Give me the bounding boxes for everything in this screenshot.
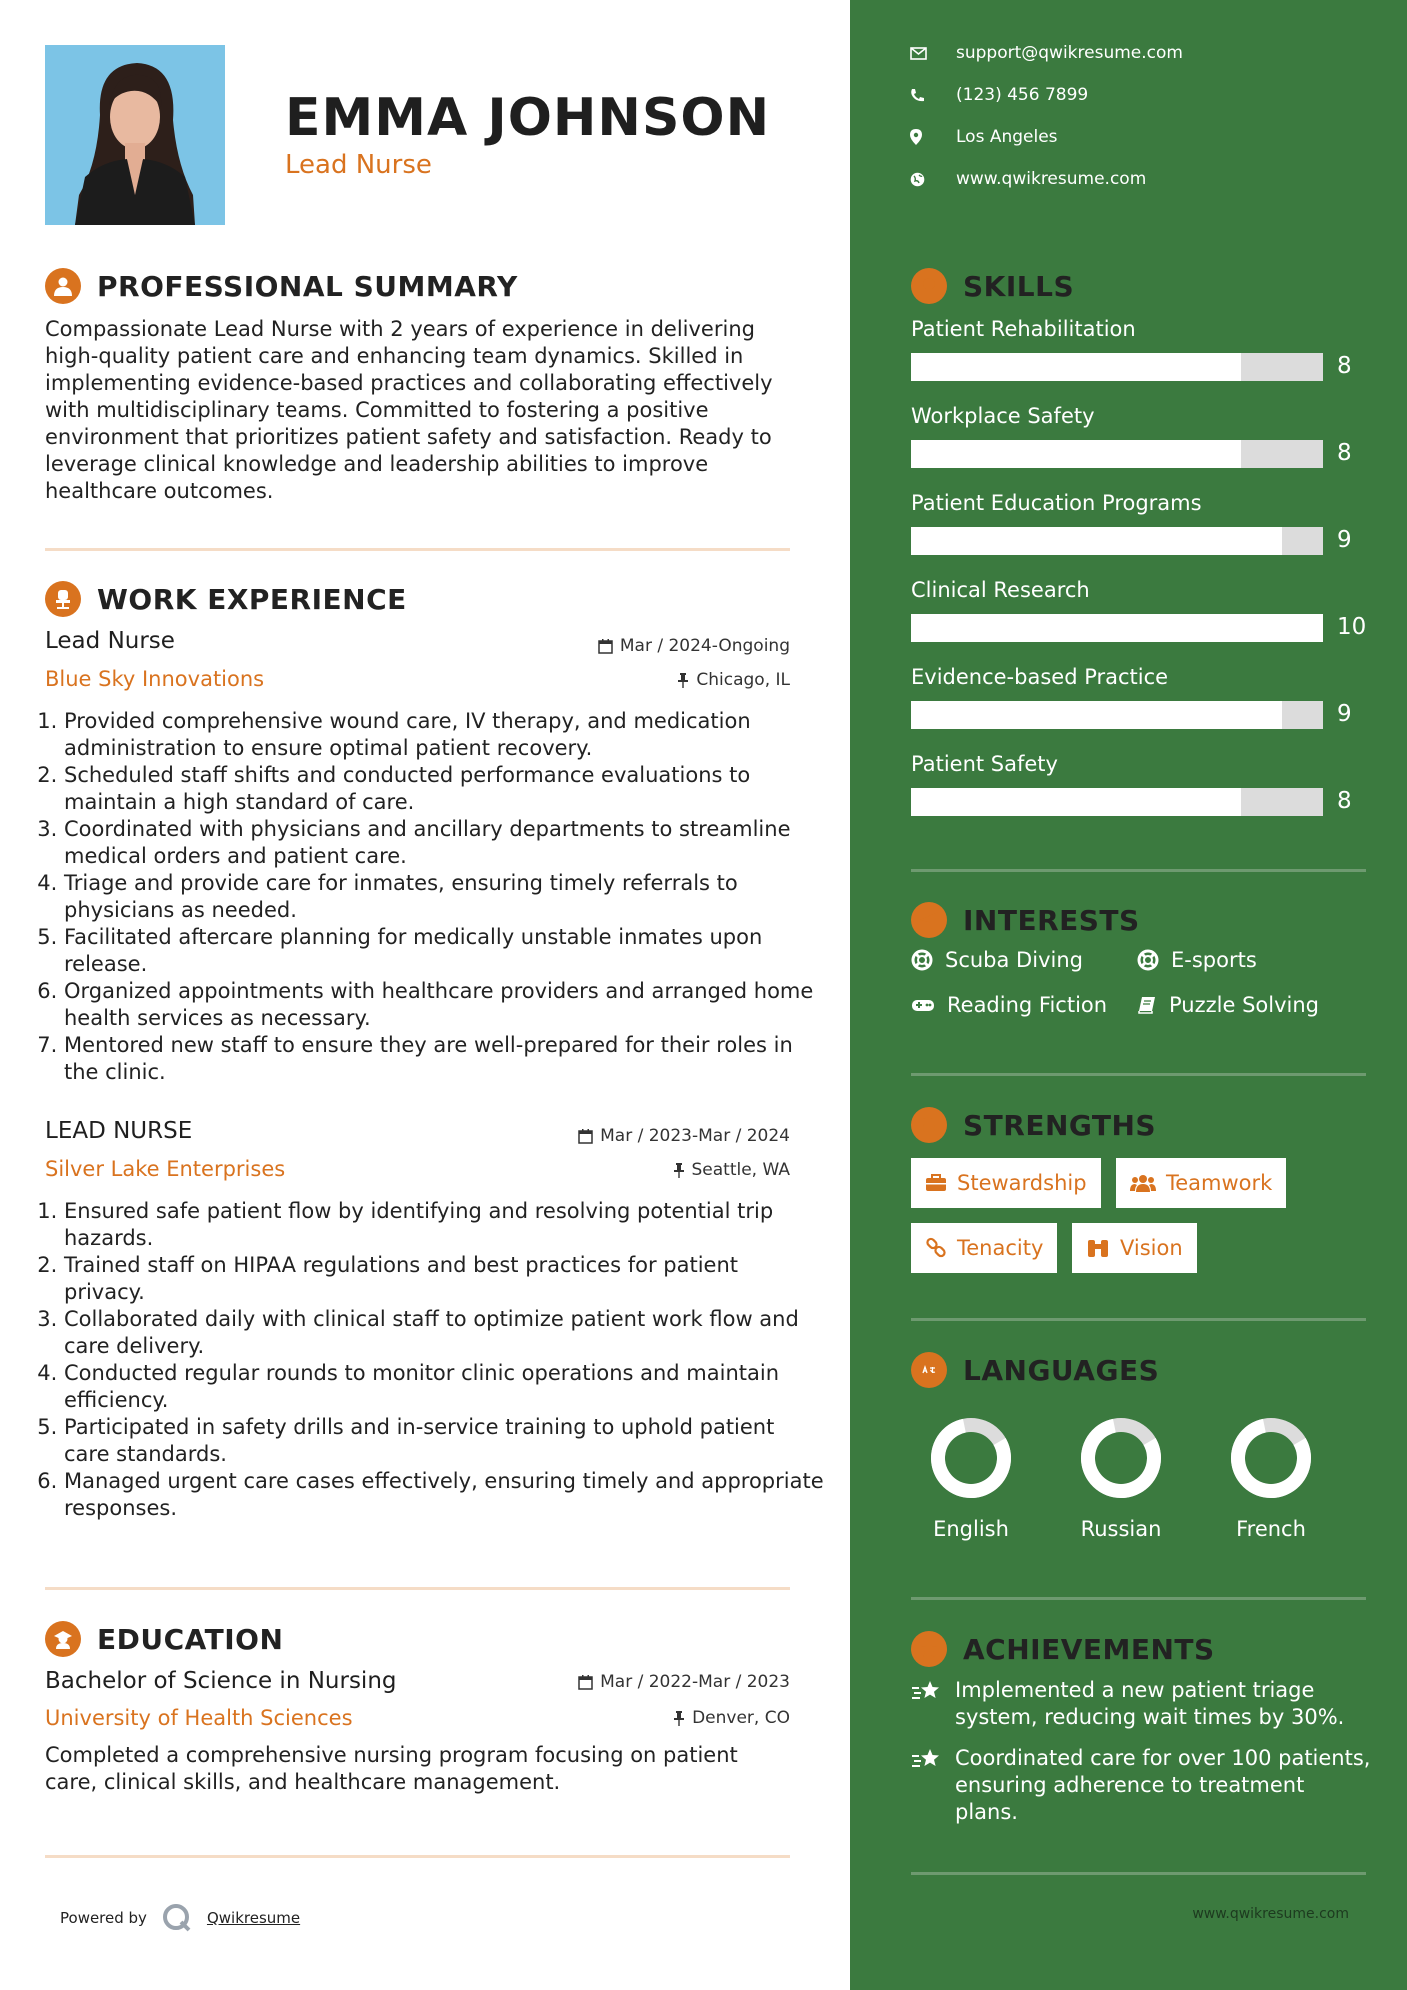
skill-level-fill [911, 614, 1323, 642]
globe-icon [910, 172, 925, 187]
interest-item: Reading Fiction [911, 993, 1107, 1017]
summary-heading: PROFESSIONAL SUMMARY [45, 268, 518, 304]
skill-name: Clinical Research [911, 578, 1090, 602]
job-responsibilities [30, 708, 824, 1086]
users-icon [1130, 1174, 1156, 1192]
summary-text: Compassionate Lead Nurse with 2 years of experience in delivering high-quality patient care and enhancing team dynamics. Skilled in implementing evidence-based practices and collaborating effectively with multidisciplinary teams. Committed to fostering a positive environment that prioritizes patient safety and satisfaction. Ready to leverage clinical knowledge and leadership abilities to improve healthcare outcomes. [45, 317, 773, 503]
strength-badge: Tenacity [911, 1223, 1057, 1273]
briefcase-icon [925, 1174, 947, 1192]
strength-badge: Teamwork [1116, 1158, 1286, 1208]
job-title: LEAD NURSE [45, 1118, 193, 1144]
pin-icon [677, 673, 689, 688]
education-degree: Bachelor of Science in Nursing [45, 1668, 397, 1694]
skill-value: 10 [1337, 614, 1367, 640]
calendar-icon [578, 1675, 593, 1690]
shooting-star-icon [911, 1747, 943, 1773]
calendar-icon [598, 639, 613, 654]
contact-email[interactable]: support@qwikresume.com [910, 43, 1183, 63]
education-school: University of Health Sciences [45, 1706, 353, 1730]
list-item: 6. Organized appointments with healthcare providers and arranged home health services as necessary. [64, 978, 824, 1032]
strength-badge: Stewardship [911, 1158, 1101, 1208]
job-responsibilities [30, 1198, 824, 1522]
language-level-ring [1078, 1415, 1164, 1501]
lifebuoy-icon [1137, 949, 1159, 971]
language-level-ring [1228, 1415, 1314, 1501]
job-company: Blue Sky Innovations [45, 667, 265, 691]
binoculars-icon [1086, 1238, 1110, 1258]
qwikresume-logo-icon [161, 1902, 193, 1934]
achievement-item: Coordinated care for over 100 patients, ensuring adherence to treatment plans. [911, 1745, 1371, 1826]
skill-name: Patient Safety [911, 752, 1058, 776]
list-item: 2. Scheduled staff shifts and conducted performance evaluations to maintain a high standard of care. [64, 762, 824, 816]
contact-website[interactable]: www.qwikresume.com [910, 169, 1146, 189]
list-item: 2. Trained staff on HIPAA regulations and best practices for patient privacy. [64, 1252, 824, 1306]
achievements-heading: ACHIEVEMENTS [911, 1631, 1215, 1667]
strength-badge: Vision [1072, 1223, 1197, 1273]
list-item: 4. Triage and provide care for inmates, ensuring timely referrals to physicians as needed. [64, 870, 824, 924]
shooting-star-icon [911, 1679, 943, 1705]
qwikresume-link[interactable]: Qwikresume [206, 1909, 301, 1927]
link-icon [925, 1237, 947, 1259]
language-name: Russian [1080, 1517, 1162, 1541]
interest-item: Puzzle Solving [1137, 993, 1319, 1017]
language-name: English [933, 1517, 1009, 1541]
calendar-icon [578, 1129, 593, 1144]
profile-photo [45, 45, 225, 225]
skill-value: 9 [1337, 701, 1352, 727]
list-item: 6. Managed urgent care cases effectively, ensuring timely and appropriate responses. [64, 1468, 824, 1522]
section-divider [45, 1587, 790, 1590]
section-divider [45, 548, 790, 551]
skill-level-fill [911, 440, 1241, 468]
interests-heading: INTERESTS [911, 902, 1140, 938]
job-dates: Mar / 2024-Ongoing [598, 636, 790, 656]
skill-level-fill [911, 353, 1241, 381]
skill-name: Workplace Safety [911, 404, 1095, 428]
skill-level-bar [911, 440, 1323, 468]
contact-location: Los Angeles [910, 127, 1058, 147]
sidebar-divider [911, 1872, 1366, 1875]
sidebar-divider [911, 1597, 1366, 1600]
job-title: Lead Nurse [45, 628, 175, 654]
map-pin-icon [910, 129, 922, 145]
skills-heading: SKILLS [911, 268, 1074, 304]
skill-name: Patient Education Programs [911, 491, 1202, 515]
list-item: 5. Participated in safety drills and in-service training to uphold patient care standards. [64, 1414, 824, 1468]
candidate-role: Lead Nurse [285, 150, 432, 180]
experience-heading: WORK EXPERIENCE [45, 581, 407, 617]
lifebuoy-icon [911, 949, 933, 971]
powered-by: Powered by Qwikresume [60, 1902, 300, 1934]
skill-level-bar [911, 701, 1323, 729]
language-item [1211, 1415, 1331, 1541]
list-item: 1. Provided comprehensive wound care, IV therapy, and medication administration to ensure optimal patient recovery. [64, 708, 824, 762]
pin-icon [673, 1163, 685, 1178]
paper-plane-icon [911, 902, 947, 938]
education-location: Denver, CO [673, 1708, 790, 1728]
phone-icon [910, 88, 925, 103]
book-icon [1137, 995, 1157, 1015]
education-dates: Mar / 2022-Mar / 2023 [578, 1672, 790, 1692]
translate-icon [911, 1352, 947, 1388]
strengths-heading: STRENGTHS [911, 1107, 1156, 1143]
footer-website[interactable]: www.qwikresume.com [1192, 1906, 1349, 1922]
job-company: Silver Lake Enterprises [45, 1157, 286, 1181]
skill-value: 8 [1337, 440, 1352, 466]
skill-level-bar [911, 788, 1323, 816]
skill-level-bar [911, 527, 1323, 555]
achievement-item: Implemented a new patient triage system, reducing wait times by 30%. [911, 1677, 1371, 1731]
office-chair-icon [45, 581, 81, 617]
skill-name: Evidence-based Practice [911, 665, 1169, 689]
interest-item: Scuba Diving [911, 948, 1083, 972]
star-badge-icon [911, 1631, 947, 1667]
skill-level-bar [911, 353, 1323, 381]
pin-icon [673, 1711, 685, 1726]
skill-value: 8 [1337, 788, 1352, 814]
fist-icon [911, 1107, 947, 1143]
sidebar-divider [911, 1318, 1366, 1321]
list-item: 5. Facilitated aftercare planning for medically unstable inmates upon release. [64, 924, 824, 978]
language-level-ring [928, 1415, 1014, 1501]
language-item [911, 1415, 1031, 1541]
language-name: French [1236, 1517, 1306, 1541]
job-location: Chicago, IL [677, 670, 790, 690]
skill-level-fill [911, 701, 1282, 729]
skill-level-bar [911, 614, 1323, 642]
sidebar-divider [911, 1073, 1366, 1076]
job-location: Seattle, WA [673, 1160, 791, 1180]
skill-value: 9 [1337, 527, 1352, 553]
languages-heading: LANGUAGES [911, 1352, 1159, 1388]
graduation-cap-icon [45, 1621, 81, 1657]
contact-phone[interactable]: (123) 456 7899 [910, 85, 1088, 105]
skill-level-fill [911, 788, 1241, 816]
skill-value: 8 [1337, 353, 1352, 379]
gamepad-icon [911, 997, 935, 1013]
skill-level-fill [911, 527, 1282, 555]
section-divider [45, 1855, 790, 1858]
user-icon [45, 268, 81, 304]
education-description: Completed a comprehensive nursing program focusing on patient care, clinical skills, and healthcare management. [45, 1743, 738, 1794]
language-item [1061, 1415, 1181, 1541]
candidate-name: EMMA JOHNSON [285, 88, 771, 148]
sidebar-divider [911, 869, 1366, 872]
list-item: 1. Ensured safe patient flow by identifying and resolving potential trip hazards. [64, 1198, 824, 1252]
list-item: 7. Mentored new staff to ensure they are well-prepared for their roles in the clinic. [64, 1032, 824, 1086]
list-item: 3. Coordinated with physicians and ancillary departments to streamline medical orders and patient care. [64, 816, 824, 870]
envelope-icon [910, 47, 927, 60]
education-heading: EDUCATION [45, 1621, 283, 1657]
list-item: 4. Conducted regular rounds to monitor clinic operations and maintain efficiency. [64, 1360, 824, 1414]
lightbulb-icon [911, 268, 947, 304]
job-dates: Mar / 2023-Mar / 2024 [578, 1126, 790, 1146]
skill-name: Patient Rehabilitation [911, 317, 1136, 341]
list-item: 3. Collaborated daily with clinical staff to optimize patient work flow and care delivery. [64, 1306, 824, 1360]
interest-item: E-sports [1137, 948, 1257, 972]
